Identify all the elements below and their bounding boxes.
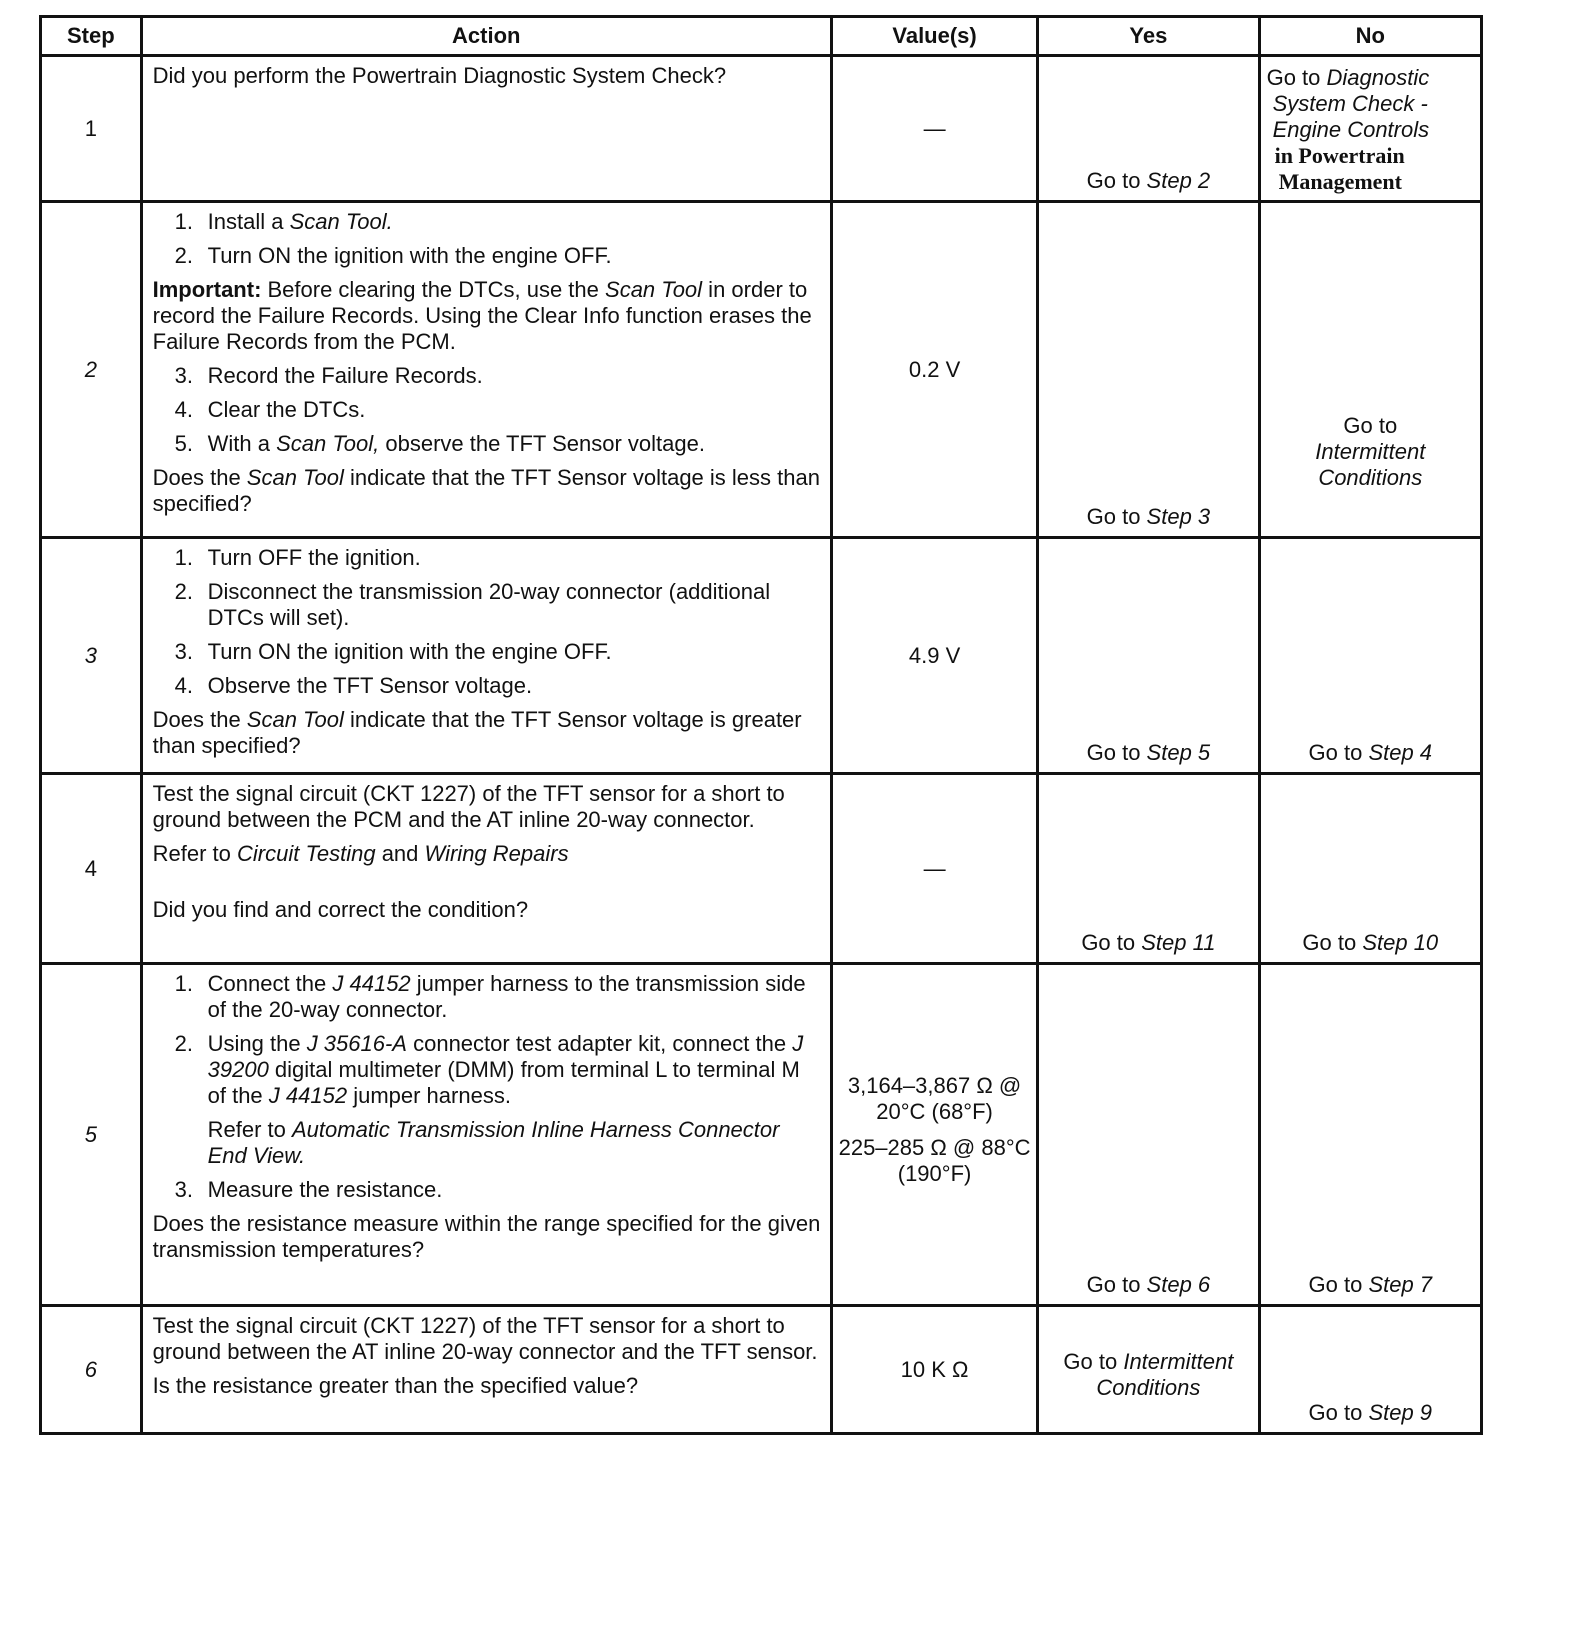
important-note: Important: Before clearing the DTCs, use the Scan Tool in order to record the Failure Records. Using the Clear Info function erases the Failure Records from the PCM. — [152, 277, 812, 354]
value-cell: — — [831, 774, 1037, 964]
diagnostic-table — [39, 15, 1483, 1435]
no-link[interactable]: Go to Diagnostic System Check - Engine Controls in Powertrain Management — [1266, 65, 1430, 194]
header-step: Step — [41, 17, 142, 56]
yes-link[interactable]: Go to Intermittent Conditions — [1063, 1348, 1234, 1400]
action-cell — [141, 774, 831, 964]
no-link[interactable]: Go to Step 9 — [1308, 1400, 1433, 1425]
no-link[interactable]: Go to Step 4 — [1308, 740, 1433, 765]
action-step: 4. Observe the TFT Sensor voltage. — [174, 673, 533, 698]
action-step: 1. Connect the J 44152 jumper harness to the transmission side of the 20-way connector. — [174, 971, 806, 1022]
table-row — [41, 56, 1482, 202]
yes-cell — [1038, 56, 1259, 202]
table-row — [41, 202, 1482, 538]
value-cell: — — [831, 56, 1037, 202]
step-number: 2 — [41, 202, 142, 538]
action-question: Does the Scan Tool indicate that the TFT Sensor voltage is less than specified? — [152, 465, 820, 516]
action-cell — [141, 964, 831, 1306]
action-step: 3. Turn ON the ignition with the engine OFF. — [174, 639, 612, 664]
step-number: 4 — [41, 774, 142, 964]
yes-cell — [1038, 774, 1259, 964]
step-number: 5 — [41, 964, 142, 1306]
action-cell — [141, 1306, 831, 1434]
action-cell — [141, 538, 831, 774]
action-step: 3. Measure the resistance. — [174, 1177, 443, 1202]
yes-link[interactable]: Go to Step 3 — [1086, 504, 1211, 529]
action-step: 3. Record the Failure Records. — [174, 363, 483, 388]
no-cell — [1259, 202, 1481, 538]
value-range-20c: 3,164–3,867 Ω @ 20°C (68°F) — [847, 1072, 1022, 1124]
yes-link[interactable]: Go to Step 11 — [1081, 930, 1216, 955]
value-cell — [831, 964, 1037, 1306]
yes-cell — [1038, 1306, 1259, 1434]
action-step: 4. Clear the DTCs. — [174, 397, 366, 422]
action-question: Is the resistance greater than the specified value? — [152, 1373, 639, 1398]
no-cell — [1259, 964, 1481, 1306]
header-no: No — [1259, 17, 1481, 56]
no-cell — [1259, 1306, 1481, 1434]
value-cell: 0.2 V — [831, 202, 1037, 538]
no-link[interactable]: Go to Step 10 — [1302, 930, 1439, 955]
header-action: Action — [141, 17, 831, 56]
yes-cell — [1038, 538, 1259, 774]
value-cell: 10 K Ω — [831, 1306, 1037, 1434]
action-step: 1. Install a Scan Tool. — [174, 209, 393, 234]
action-step: 2. Turn ON the ignition with the engine OFF. — [174, 243, 612, 268]
header-values: Value(s) — [831, 17, 1037, 56]
step-number: 3 — [41, 538, 142, 774]
table-row — [41, 1306, 1482, 1434]
yes-cell — [1038, 964, 1259, 1306]
table-row — [41, 774, 1482, 964]
action-question: Does the Scan Tool indicate that the TFT Sensor voltage is greater than specified? — [152, 707, 802, 758]
action-cell — [141, 56, 831, 202]
action-step: 5. With a Scan Tool, observe the TFT Sensor voltage. — [174, 431, 705, 456]
action-question: Did you perform the Powertrain Diagnostic System Check? — [152, 63, 727, 88]
yes-link[interactable]: Go to Step 6 — [1086, 1272, 1211, 1297]
yes-link[interactable]: Go to Step 5 — [1086, 740, 1211, 765]
step-number: 6 — [41, 1306, 142, 1434]
action-text: Test the signal circuit (CKT 1227) of the TFT sensor for a short to ground between the AT inline 20-way connector and the TFT sensor. — [152, 1313, 818, 1364]
action-question: Does the resistance measure within the range specified for the given transmission temperatures? — [152, 1211, 821, 1262]
yes-link[interactable]: Go to Step 2 — [1086, 168, 1211, 193]
header-yes: Yes — [1038, 17, 1259, 56]
no-cell — [1259, 56, 1481, 202]
no-link[interactable]: Go to Step 7 — [1308, 1272, 1433, 1297]
header-row — [41, 17, 1482, 56]
action-step: 1. Turn OFF the ignition. — [174, 545, 421, 570]
action-cell — [141, 202, 831, 538]
action-text: Test the signal circuit (CKT 1227) of the TFT sensor for a short to ground between the PCM and the AT inline 20-way connector. — [152, 781, 785, 832]
value-range-88c: 225–285 Ω @ 88°C (190°F) — [838, 1134, 1031, 1186]
table-row — [41, 964, 1482, 1306]
action-reference: Refer to Automatic Transmission Inline Harness Connector End View. — [207, 1117, 780, 1168]
action-reference: Refer to Circuit Testing and Wiring Repairs — [152, 841, 569, 866]
no-cell — [1259, 538, 1481, 774]
action-step: 2. Using the J 35616-A connector test adapter kit, connect the J 39200 digital multimeter (DMM) from terminal L to terminal M of the J 44152 jumper harness. Refer to Automatic Transmission Inline Harness Connector End View. — [153, 1031, 822, 1169]
value-cell: 4.9 V — [831, 538, 1037, 774]
action-step: 2. Disconnect the transmission 20-way connector (additional DTCs will set). — [174, 579, 771, 630]
action-question: Did you find and correct the condition? — [152, 897, 529, 922]
no-cell — [1259, 774, 1481, 964]
table-row — [41, 538, 1482, 774]
yes-cell — [1038, 202, 1259, 538]
no-link[interactable]: Go to Intermittent Conditions — [1315, 413, 1426, 490]
step-number: 1 — [41, 56, 142, 202]
